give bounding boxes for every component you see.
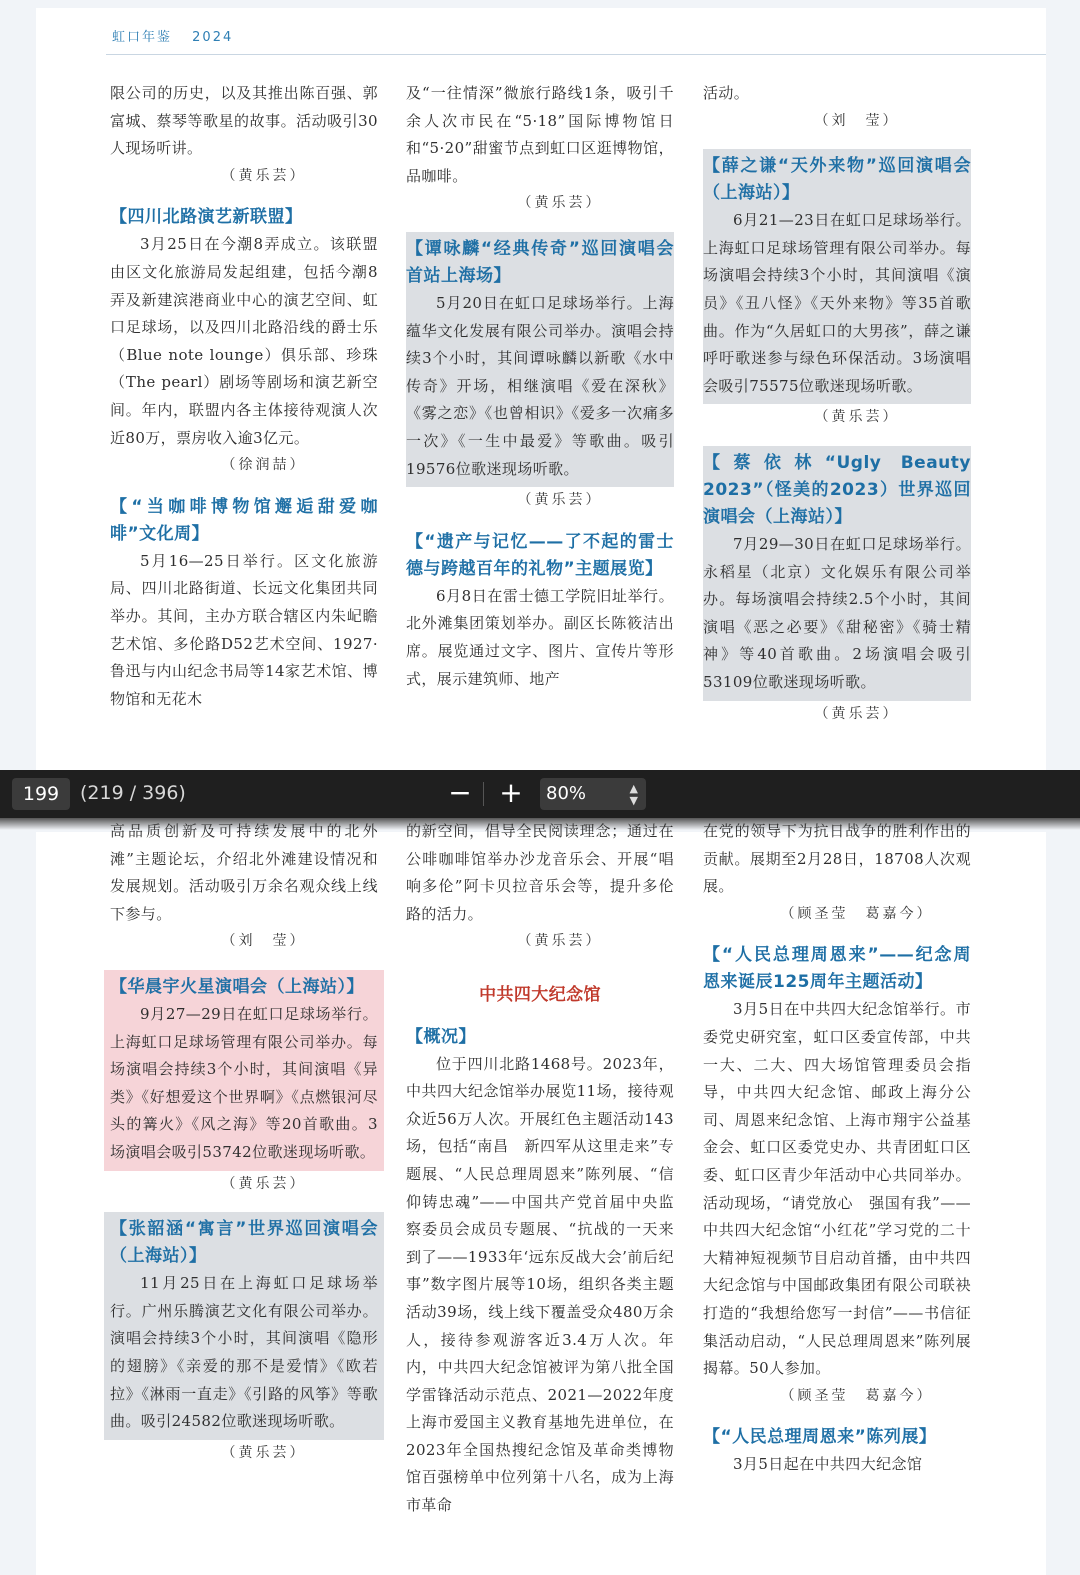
chevron-up-down-icon: ▲ ▼ — [629, 782, 638, 807]
paragraph: 6月8日在雷士德工学院旧址举行。北外滩集团策划举办。副区长陈筱洁出席。展览通过文字、图片、宣传片等形式，展示建筑师、地产 — [406, 586, 674, 688]
entry-heading: 【四川北路演艺新联盟】 — [110, 207, 303, 228]
zoom-out-button[interactable]: − — [448, 776, 472, 809]
byline: （刘 莹） — [814, 112, 900, 129]
paragraph: 3月25日在今潮8弄成立。该联盟由区文化旅游局发起组建，包括今潮8弄及新建滨港商业中心的演艺空间、虹口足球场，以及四川北路沿线的爵士乐（Blue note lounge）俱乐部、珍珠（The pearl）剧场等剧场和演艺新空间。年内，联盟内各主体接待观演人次近80万，票房收入逾3亿元。 — [110, 235, 378, 447]
paragraph: 活动。 — [703, 84, 750, 102]
top-column-3 — [703, 80, 971, 770]
paragraph: 9月27—29日在虹口足球场举行。上海虹口足球场管理有限公司举办。每场演唱会持续3个小时，其间演唱《异类》《好想爱这个世界啊》《点燃银河尽头的篝火》《风之海》等20首歌曲。3场演唱会吸引53742位歌迷现场听歌。 — [110, 1004, 378, 1161]
paragraph: 3月5日在中共四大纪念馆举行。市委党史研究室，虹口区委宣传部，中共一大、二大、四大场馆管理委员会指导，中共四大纪念馆、邮政上海分公司、周恩来纪念馆、上海市翔宇公益基金会、虹口区委党史办、共青团虹口区委、虹口区青少年活动中心共同举办。活动现场，“请党放心 强国有我”——中共四大纪念馆“小红花”学习党的二十大精神短视频节目启动首播，由中共四大纪念馆与中国邮政集团有限公司联袂打造的“我想给您写一封信”——书信征集活动启动，“人民总理周恩来”陈列展揭幕。50人参加。 — [703, 1000, 971, 1378]
bottom-column-2 — [406, 818, 674, 1575]
entry-heading: 【概况】 — [406, 1026, 476, 1047]
paragraph: 6月21—23日在虹口足球场举行。上海虹口足球场管理有限公司举办。每场演唱会持续3个小时，其间演唱《演员》《丑八怪》《天外来物》等35首歌曲。作为“久居虹口的大男孩”，薛之谦呼吁歌迷参与绿色环保活动。3场演唱会吸引75575位歌迷现场听歌。 — [703, 211, 971, 395]
byline: （徐润喆） — [221, 457, 307, 474]
byline: （黄乐芸） — [517, 933, 603, 950]
entry-heading: 【“遗产与记忆——了不起的雷士德与跨越百年的礼物”主题展览】 — [406, 531, 674, 579]
zoom-level: 80% — [546, 783, 587, 804]
byline: （黄乐芸） — [221, 167, 307, 184]
section-title: 中共四大纪念馆 — [479, 984, 601, 1005]
top-column-1 — [110, 80, 378, 770]
toolbar-separator — [483, 782, 484, 806]
byline: （刘 莹） — [221, 933, 307, 950]
highlight-box — [703, 446, 971, 701]
highlight-box — [406, 232, 674, 487]
zoom-select[interactable] — [540, 778, 646, 810]
page-count: (219 / 396) — [80, 782, 186, 804]
paragraph: 高品质创新及可持续发展中的北外滩”主题论坛，介绍北外滩建设情况和发展规划。活动吸引万余名观众线上线下参与。 — [110, 822, 378, 923]
paragraph: 限公司的历史，以及其推出陈百强、郭富城、蔡琴等歌星的故事。活动吸引30人现场听讲。 — [110, 84, 378, 158]
paragraph: 位于四川北路1468号。2023年，中共四大纪念馆举办展览11场，接待观众近56万人次。开展红色主题活动143场，包括“南昌 新四军从这里走来”专题展、“人民总理周恩来”陈列展、“信仰铸忠魂”——中国共产党首届中央监察委员会成员专题展、“抗战的一天来到了——1933年‘远东反战大会’前后纪事”数字图片展等10场，组织各类主题活动39场，线上线下覆盖受众480万余人，接待参观游客近3.4万人次。年内，中共四大纪念馆被评为第八批全国学雷锋活动示范点、2021—2022年度上海市爱国主义教育基地先进单位，在2023年全国热搜纪念馆及革命类博物馆百强榜单中位列第十八名，成为上海市革命 — [406, 1054, 674, 1515]
entry-heading: 【“人民总理周恩来”——纪念周恩来诞辰125周年主题活动】 — [703, 945, 971, 993]
yearbook-year: 2024 — [192, 30, 234, 45]
paragraph: 的新空间，倡导全民阅读理念；通过在公啡咖啡馆举办沙龙音乐会、开展“唱响多伦”阿卡贝拉音乐会等，提升多伦路的活力。 — [406, 822, 674, 923]
entry-heading: 【“人民总理周恩来”陈列展】 — [703, 1427, 937, 1448]
entry-heading: 【“当咖啡博物馆邂逅甜爱咖啡”文化周】 — [110, 496, 378, 544]
header-rule — [106, 54, 1046, 55]
page-number-input[interactable]: 199 — [12, 778, 70, 810]
byline: （黄乐芸） — [814, 409, 900, 426]
highlight-box-pink — [104, 970, 384, 1171]
byline: （黄乐芸） — [517, 195, 603, 212]
entry-heading: 【薛之谦“天外来物”巡回演唱会（上海站）】 — [703, 156, 971, 204]
entry-heading: 【蔡依林“Ugly Beauty 2023”（怪美的2023）世界巡回演唱会（上海站）】 — [703, 452, 971, 527]
yearbook-title: 虹口年鉴 — [112, 30, 173, 45]
running-head — [112, 26, 247, 45]
bottom-column-3 — [703, 818, 971, 1575]
highlight-box — [104, 1212, 384, 1440]
paragraph: 5月16—25日举行。区文化旅游局、四川北路街道、长远文化集团共同举办。其间，主办方联合辖区内朱屺瞻艺术馆、多伦路D52艺术空间、1927·鲁迅与内山纪念书局等14家艺术馆、博物馆和无花木 — [110, 551, 378, 708]
byline: （黄乐芸） — [221, 1175, 307, 1192]
paragraph: 5月20日在虹口足球场举行。上海蕴华文化发展有限公司举办。演唱会持续3个小时，其间谭咏麟以新歌《水中传奇》开场，相继演唱《爱在深秋》《雾之恋》《也曾相识》《爱多一次痛多一次》《一生中最爱》等歌曲。吸引19576位歌迷现场听歌。 — [406, 293, 674, 478]
pdf-toolbar — [0, 770, 1080, 818]
bottom-column-1 — [110, 818, 378, 1467]
highlight-box — [703, 149, 971, 404]
byline: （黄乐芸） — [221, 1444, 307, 1461]
paragraph: 11月25日在上海虹口足球场举行。广州乐腾演艺文化有限公司举办。演唱会持续3个小时，其间演唱《隐形的翅膀》《亲爱的那不是爱情》《欧若拉》《淋雨一直走》《引路的风筝》等歌曲。吸引24582位歌迷现场听歌。 — [110, 1274, 378, 1431]
entry-heading: 【谭咏麟“经典传奇”巡回演唱会首站上海场】 — [406, 238, 674, 286]
zoom-in-button[interactable]: + — [499, 776, 523, 809]
paragraph: 7月29—30日在虹口足球场举行。永稻星（北京）文化娱乐有限公司举办。每场演唱会持续2.5个小时，其间演唱《恶之必要》《甜秘密》《骑士精神》等40首歌曲。2场演唱会吸引53109位歌迷现场听歌。 — [703, 534, 971, 691]
byline: （顾圣莹 葛嘉今） — [780, 905, 934, 922]
byline: （黄乐芸） — [814, 705, 900, 722]
paragraph: 在党的领导下为抗日战争的胜利作出的贡献。展期至2月28日，18708人次观展。 — [703, 822, 971, 896]
paragraph: 3月5日起在中共四大纪念馆 — [733, 1455, 923, 1474]
byline: （黄乐芸） — [517, 492, 603, 509]
paragraph: 及“一往情深”微旅行路线1条，吸引千余人次市民在“5·18”国际博物馆日和“5·20”甜蜜节点到虹口区逛博物馆，品咖啡。 — [406, 84, 674, 185]
top-column-2 — [406, 80, 674, 770]
entry-heading: 【华晨宇火星演唱会（上海站）】 — [110, 976, 364, 997]
byline: （顾圣莹 葛嘉今） — [780, 1387, 934, 1404]
entry-heading: 【张韶涵“寓言”世界巡回演唱会（上海站）】 — [110, 1219, 378, 1267]
